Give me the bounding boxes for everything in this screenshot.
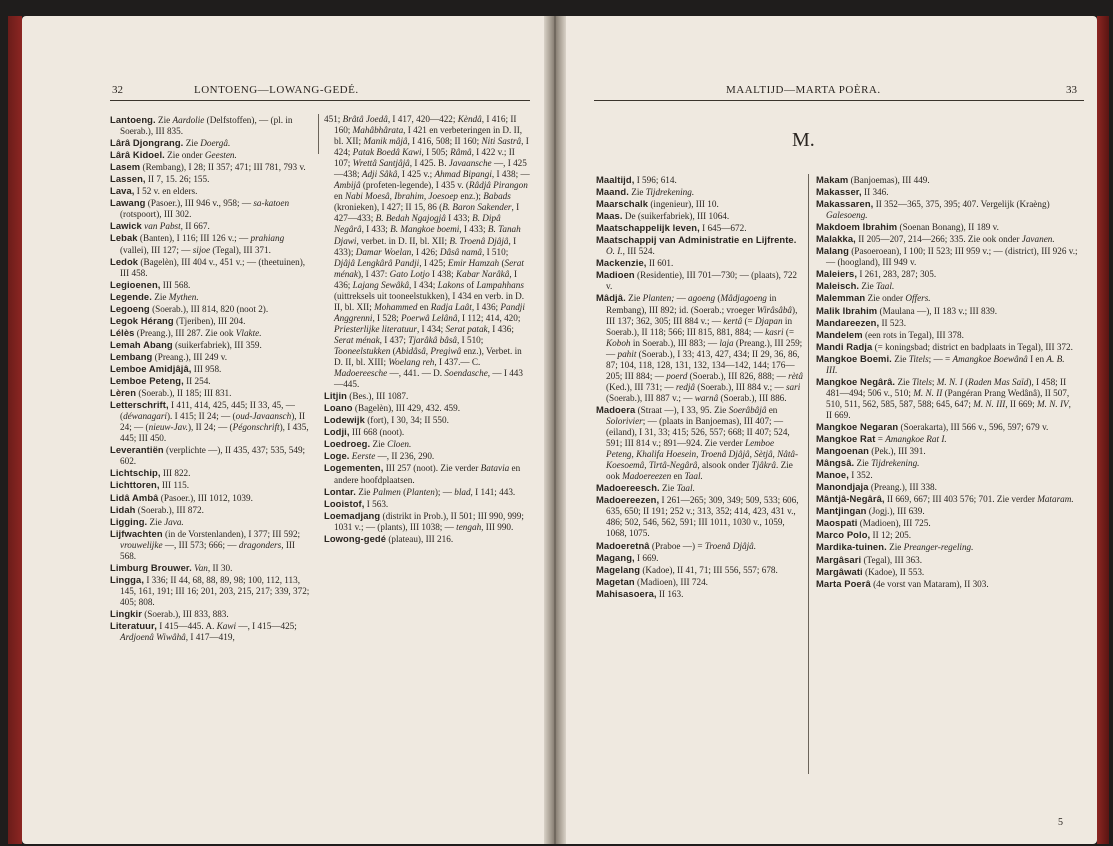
index-entry: Lantoeng. Zie Aardolie (Delfstoffen), — (pl. in Soerab.), III 835.: [110, 114, 293, 137]
index-entry: Literatuur, I 415—445. A. Kawi —, I 415—425; Ardjoenâ Wiwâhâ, I 417—419,: [110, 620, 297, 643]
index-entry: Loge. Eerste —, II 236, 290.: [324, 450, 435, 462]
index-entry: Lidâ Ambâ (Pasoer.), III 1012, 1039.: [110, 491, 253, 503]
index-entry: Lélès (Preang.), III 287. Zie ook Vlakte.: [110, 326, 262, 338]
index-entry: 451; Brâtâ Joedâ, I 417, 420—422; Kèndâ, I 416; II 160; Mahâbhârata, I 421 en verbeteringen in D. II, bl. XII; Manik mâjâ, I 416, 508; II 160; Niti Sastrâ, I 424; Patak Boedâ Kawi, I 505; Râmâ, I 422 v.; II 107; Wrettâ Santjâjâ, I 425. B. Javaansche —, I 425—438; Adji Sâkâ, I 425 v.; Ahmad Bipangi, I 438; — Ambijâ (profeten-legende), I 435 v. (Râdjâ Pirangon en Nabi Moesâ, Ibrahim, Joesoep enz.); Babads (kronieken), I 427; II 15, 86 (B. Baron Sakender, I 427—433; B. Bedah Ngajogjâ I 433; B. Dipâ Negârâ, I 433; B. Mangkoe boemi, I 433; B. Tanah Djawi, verbet. in D. II, bl. XII; B. Troenâ Djâjâ, I 433); Damar Woelan, I 426; Dâsâ namâ, I 510; Djâjâ Lengkârâ Pandji, I 425; Emir Hamzah (Serat ménak), I 437: Gato Lotjo I 438; Kabar Narâkâ, I 436; Lajang Sewâkâ, I 434; Lakons of Lampahhans (uittreksels uit tooneelstukken), I 434 en verb. in D. II, bl. XII; Mohammed en Radja Laât, I 436; Pandji Anggrenni, I 528; Poerwâ Lelânâ, I 112; 414, 420; Priesterlijke literatuur, I 434; Serat patak, I 436; Serat ménak, I 437; Tjarâkâ bâsâ, I 510; Tooneelstukken (Abidâsâ, Pregiwâ enz.), Verbet. in D. II, bl. XIII; Woelang reh, I 437.— C. Madoereesche —, 441. — D. Soendasche, — I 443—445.: [324, 114, 530, 390]
index-entry: Madoeretnâ (Praboe —) = Troenâ Djâjâ.: [596, 539, 757, 551]
index-entry: Mandareezen, II 523.: [816, 316, 906, 328]
index-entry: Lebak (Banten), I 116; III 126 v.; — prahiang (vallei), III 127; — sijoe (Tegal), III 371.: [110, 232, 285, 255]
index-entry: Mângsâ. Zie Tijdrekening.: [816, 457, 920, 469]
index-entry: Mangoenan (Pek.), III 391.: [816, 445, 926, 457]
index-entry: Margâsari (Tegal), III 363.: [816, 553, 923, 565]
right-running-head: MAALTIJD—MARTA POÈRA.: [726, 84, 881, 96]
index-entry: Lawick van Pabst, II 667.: [110, 220, 210, 232]
section-letter: M.: [792, 129, 815, 151]
index-entry: Loedroeg. Zie Cloen.: [324, 438, 412, 450]
book-cover-left: [8, 16, 22, 844]
index-entry: Legoeng (Soerab.), III 814, 820 (noot 2).: [110, 302, 269, 314]
index-entry: Madoera (Straat —), I 33, 95. Zie Soerâbâjâ en Solorivier; — (plaats in Banjoemas), III 407; — (eiland), I 31, 33; 415; 526, 557; 668; II 407; 524, 591; III 814 v.; 891—924. Zie verder Lemboe Peteng, Khalifa Hoesein, Troenâ Djâjâ, Sètjâ, Nâtâ-Koesoemâ, Tirtâ-Negârâ, alsook onder Tjâkrâ. Zie ook Madoereezen en Taal.: [596, 403, 799, 482]
index-entry: Lijfwachten (in de Vorstenlanden), I 377; III 592; vrouwelijke —, III 573; 666; — dragonders, III 568.: [110, 527, 301, 561]
right-column-1: [596, 174, 804, 600]
index-entry: Ligging. Zie Java.: [110, 515, 184, 527]
book-cover-right: [1097, 16, 1109, 844]
left-column-1: [110, 114, 310, 643]
index-entry: Litjin (Bes.), III 1087.: [324, 390, 409, 402]
index-entry: Looistof, I 563.: [324, 497, 389, 509]
index-entry: Lodewijk (fort), I 30, 34; II 550.: [324, 414, 449, 426]
index-entry: Lichttoren, III 115.: [110, 479, 190, 491]
left-column-separator: [318, 114, 319, 154]
index-entry: Makasser, II 346.: [816, 186, 889, 198]
index-entry: Lârâ Djongrang. Zie Doergâ.: [110, 137, 231, 149]
index-entry: Manoe, I 352.: [816, 469, 873, 481]
left-column-2: [324, 114, 530, 545]
index-entry: Makassaren, II 352—365, 375, 395; 407. Vergelijk (Kraèng) Galesoeng.: [816, 198, 1050, 221]
index-entry: Malang (Pasoeroean), I 100; II 523; III 959 v.; — (district), III 926 v.; — (hoogland), III 949 v.: [816, 245, 1078, 268]
index-entry: Mangkoe Rat = Amangkoe Rat I.: [816, 433, 947, 445]
index-entry: Madoereesch. Zie Taal.: [596, 482, 695, 494]
index-entry: Magang, I 669.: [596, 551, 659, 563]
index-entry: Lawang (Pasoer.), III 946 v., 958; — sa-katoen (rotspoort), III 302.: [110, 197, 290, 220]
index-entry: Maand. Zie Tijdrekening.: [596, 186, 695, 198]
index-entry: Letterschrift, I 411, 414, 425, 445; II 33, 45, — (déwanagari). I 415; II 24; — (oud-Javaansch), II 24; — (nieuw-Jav.), II 24; — (Pégonschrift), I 435, 445; III 450.: [110, 399, 309, 444]
index-entry: Mardika-tuinen. Zie Preanger-regeling.: [816, 541, 974, 553]
index-entry: Maas. De (suikerfabriek), III 1064.: [596, 210, 730, 222]
signature-mark: 5: [1058, 817, 1063, 828]
index-entry: Mangkoe Negaran (Soerakarta), III 566 v., 596, 597; 679 v.: [816, 420, 1049, 432]
right-page: [566, 16, 1097, 844]
left-page: [22, 16, 544, 844]
index-entry: Manondjaja (Preang.), III 338.: [816, 481, 937, 493]
index-entry: Ledok (Bagelèn), III 404 v., 451 v.; — (theetuinen), III 458.: [110, 255, 306, 278]
index-entry: Mantjingan (Jogj.), III 639.: [816, 505, 925, 517]
index-entry: Malik Ibrahim (Maulana —), II 183 v.; III 839.: [816, 304, 998, 316]
index-entry: Loano (Bagelèn), III 429, 432. 459.: [324, 402, 461, 414]
index-entry: Mântjâ-Negârâ, II 669, 667; III 403 576; 701. Zie verder Mataram.: [816, 493, 1074, 505]
index-entry: Lava, I 52 v. en elders.: [110, 185, 198, 197]
right-column-separator: [808, 174, 809, 774]
right-column-2: [816, 174, 1078, 590]
index-entry: Lichtschip, III 822.: [110, 467, 191, 479]
index-entry: Lodji, III 668 (noot).: [324, 426, 405, 438]
index-entry: Legioenen, III 568.: [110, 278, 191, 290]
book-gutter: [544, 16, 566, 844]
index-entry: Lembang (Preang.), III 249 v.: [110, 350, 228, 362]
index-entry: Mahisasoera, II 163.: [596, 587, 684, 599]
index-entry: Lasem (Rembang), I 28; II 357; 471; III 781, 793 v.: [110, 161, 306, 173]
right-head-rule: [594, 100, 1084, 101]
index-entry: Lassen, II 7, 15. 26; 155.: [110, 173, 210, 185]
index-entry: Madioen (Residentie), III 701—730; — (plaats), 722 v.: [596, 269, 798, 292]
index-entry: Logementen, III 257 (noot). Zie verder Batavia en andere hoofdplaatsen.: [324, 462, 521, 485]
index-entry: Lingkir (Soerab.), III 833, 883.: [110, 607, 229, 619]
index-entry: Makdoem Ibrahim (Soenan Bonang), II 189 v.: [816, 221, 999, 233]
index-entry: Lingga, I 336; II 44, 68, 88, 89, 98; 100, 112, 113, 145, 161, 191; III 16; 201, 203, 215, 217; 339, 372; 405; 808.: [110, 573, 310, 607]
left-page-number: 32: [112, 84, 123, 96]
index-entry: Legok Hérang (Tjeriben), III 204.: [110, 314, 246, 326]
index-entry: Magelang (Kadoe), II 41, 71; III 556, 557; 678.: [596, 563, 778, 575]
index-entry: Leverantiën (verplichte —), II 435, 437; 535, 549; 602.: [110, 444, 306, 467]
index-entry: Malakka, II 205—207, 214—266; 335. Zie ook onder Javanen.: [816, 233, 1055, 245]
index-entry: Madoereezen, I 261—265; 309, 349; 509, 533; 606, 635, 650; II 191; 252 v.; 313, 352; 414, 423, 431 v., 486; 502, 546, 562, 591; III 1011, 1030 v., 1059, 1068, 1075.: [596, 494, 799, 539]
index-entry: Makam (Banjoemas), III 449.: [816, 174, 930, 185]
index-entry: Maleisch. Zie Taal.: [816, 280, 895, 292]
index-entry: Mangkoe Boemi. Zie Titels; — = Amangkoe Boewânâ I en A. B. III.: [816, 352, 1065, 375]
index-entry: Maarschalk (ingenieur), III 10.: [596, 198, 719, 210]
index-entry: Maleiers, I 261, 283, 287; 305.: [816, 268, 937, 280]
index-entry: Lârâ Kidoel. Zie onder Geesten.: [110, 149, 237, 161]
index-entry: Magetan (Madioen), III 724.: [596, 575, 708, 587]
index-entry: Mangkoe Negârâ. Zie Titels; M. N. I (Raden Mas Saïd), I 458; II 481—494; 506 v., 510; M. N. II (Pangéran Prang Wedânâ), II 507, 510, 511, 562, 585, 587, 588; 645, 647; M. N. III, II 669; M. N. IV, II 669.: [816, 375, 1071, 420]
index-entry: Mandi Radja (= koningsbad; district en badplaats in Tegal), III 372.: [816, 340, 1073, 352]
index-entry: Marta Poerâ (4e vorst van Mataram), II 303.: [816, 577, 989, 589]
index-entry: Mâdjâ. Zie Planten; — agoeng (Mâdjagoeng in Rembang), III 892; id. (Soerab.; vroeger Wirâsâbâ), III 137; 362, 305; III 884 v.; — kertâ (= Djapan in Soerab.), II 118; 566; III 815, 881, 884; — kasri (= Koboh in Soerab.), III 883; — laja (Preang.), III 259; — pahit (Soerab.), I 33; 413, 427, 434; II 29, 36, 86, 87; 104, 118, 128, 131, 132, 134—142, 144; 176—205; III 884; — poerd (Soerab.), III 826, 888; — rètâ (Ked.), III 731; — redjâ (Soerab.), III 884 v.; — sari (Soerab.), III 887 v.; — warnâ (Soerab.), III 886.: [596, 292, 803, 403]
index-entry: Lemboe Amidjâjâ, III 958.: [110, 362, 222, 374]
index-entry: Maatschappij van Administratie en Lijfrente. O. I., III 524.: [596, 234, 797, 257]
right-page-number: 33: [1066, 84, 1077, 96]
index-entry: Lemah Abang (suikerfabriek), III 359.: [110, 338, 262, 350]
index-entry: Maatschappelijk leven, I 645—672.: [596, 222, 747, 234]
index-entry: Legende. Zie Mythen.: [110, 290, 199, 302]
index-entry: Maospati (Madioen), III 725.: [816, 517, 931, 529]
index-entry: Mandelem (een rots in Tegal), III 378.: [816, 328, 964, 340]
left-running-head: LONTOENG—LOWANG-GEDÉ.: [194, 84, 359, 96]
left-head-rule: [110, 100, 530, 101]
index-entry: Malemman Zie onder Offers.: [816, 292, 931, 304]
index-entry: Margâwati (Kadoe), II 553.: [816, 565, 925, 577]
index-entry: Marco Polo, II 12; 205.: [816, 529, 912, 541]
index-entry: Lidah (Soerab.), III 872.: [110, 503, 204, 515]
index-entry: Loemadjang (distrikt in Prob.), II 501; III 990, 999; 1031 v.; — (plants), III 1038; — tengah, III 990.: [324, 509, 524, 532]
index-entry: Limburg Brouwer. Van, II 30.: [110, 561, 233, 573]
index-entry: Lèren (Soerab.), II 185; III 831.: [110, 387, 232, 399]
index-entry: Lemboe Peteng, II 254.: [110, 375, 211, 387]
index-entry: Maaltijd, I 596; 614.: [596, 174, 677, 185]
index-entry: Lowong-gedé (plateau), III 216.: [324, 532, 454, 544]
index-entry: Mackenzie, II 601.: [596, 257, 674, 269]
index-entry: Lontar. Zie Palmen (Planten); — blad, I 141; 443.: [324, 485, 516, 497]
